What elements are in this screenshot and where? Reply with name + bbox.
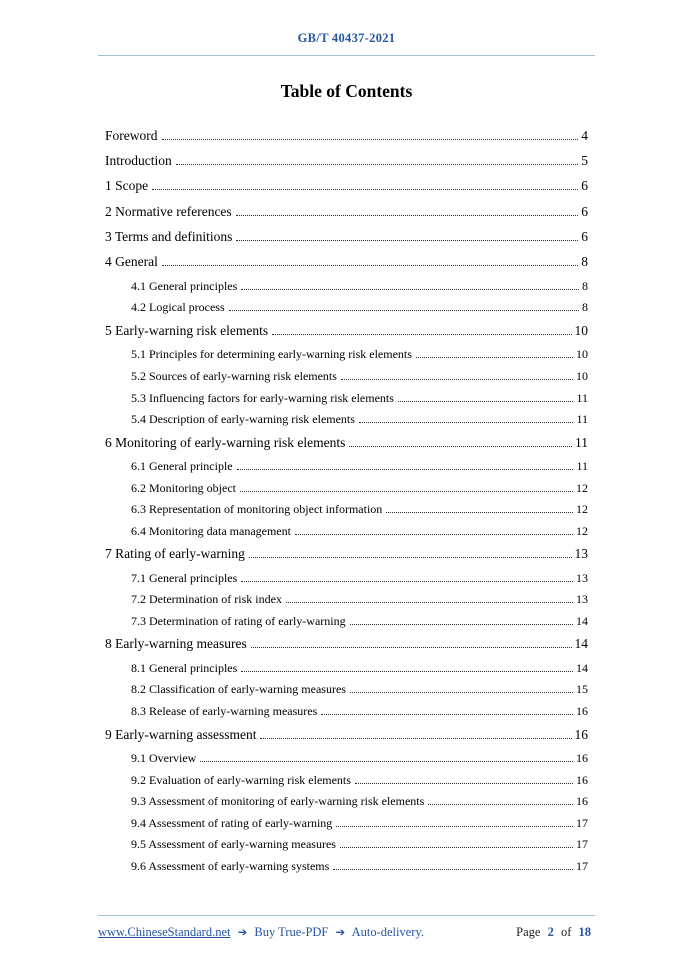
toc-dot-leader xyxy=(336,826,573,827)
toc-entry[interactable] xyxy=(131,499,588,521)
toc-dot-leader xyxy=(340,847,573,848)
toc-entry-page: 17 xyxy=(576,858,588,873)
toc-dot-leader xyxy=(162,139,579,140)
toc-list xyxy=(105,123,588,877)
toc-entry-page: 8 xyxy=(582,300,588,315)
toc-entry-label: 9 Early-warning assessment xyxy=(105,726,257,742)
toc-entry[interactable] xyxy=(131,275,588,297)
toc-entry-page: 12 xyxy=(576,480,588,495)
doc-number: GB/T 40437-2021 xyxy=(297,31,396,45)
toc-entry[interactable] xyxy=(131,477,588,499)
toc-entry[interactable] xyxy=(105,148,588,173)
toc-dot-leader xyxy=(321,714,573,715)
toc-dot-leader xyxy=(251,647,572,648)
toc-entry-page: 12 xyxy=(576,502,588,517)
toc-entry-label: 9.6 Assessment of early-warning systems xyxy=(131,858,330,873)
toc-dot-leader xyxy=(241,581,573,582)
toc-entry-page: 6 xyxy=(581,229,588,245)
toc-entry-page: 8 xyxy=(582,278,588,293)
toc-entry-label: 1 Scope xyxy=(105,178,149,194)
toc-entry-label: 4.1 General principles xyxy=(131,278,238,293)
toc-entry-label: 6.1 General principle xyxy=(131,459,233,474)
toc-entry-label: 6.2 Monitoring object xyxy=(131,480,236,495)
toc-entry[interactable] xyxy=(131,520,588,542)
page-footer xyxy=(98,915,595,940)
footer-of-label: of xyxy=(560,925,572,939)
toc-entry-page: 16 xyxy=(576,704,588,719)
toc-entry-label: 9.1 Overview xyxy=(131,750,197,765)
toc-entry[interactable] xyxy=(131,409,588,431)
toc-entry-label: 8.2 Classification of early-warning measures xyxy=(131,682,346,697)
toc-dot-leader xyxy=(176,164,579,165)
toc-entry[interactable] xyxy=(131,567,588,589)
toc-entry-label: 9.5 Assessment of early-warning measures xyxy=(131,837,336,852)
toc-entry[interactable] xyxy=(131,365,588,387)
toc-dot-leader xyxy=(416,357,573,358)
toc-dot-leader xyxy=(152,189,578,190)
page-header xyxy=(0,0,693,56)
toc-dot-leader xyxy=(260,738,571,739)
toc-entry-page: 10 xyxy=(576,368,588,383)
header-rule xyxy=(98,55,595,56)
arrow-right-icon: ➔ xyxy=(237,925,248,939)
toc-entry-label: 8.1 General principles xyxy=(131,660,238,675)
toc-entry-page: 15 xyxy=(576,682,588,697)
toc-entry-label: 4 General xyxy=(105,254,158,270)
toc-entry-page: 10 xyxy=(576,347,588,362)
footer-page-total: 18 xyxy=(578,925,591,939)
toc-entry-label: 6 Monitoring of early-warning risk elements xyxy=(105,434,346,450)
toc-entry[interactable] xyxy=(131,791,588,813)
footer-page-indicator xyxy=(516,925,595,940)
toc-entry-label: 2 Normative references xyxy=(105,203,232,219)
toc-entry-page: 16 xyxy=(574,726,588,742)
toc-entry[interactable] xyxy=(131,387,588,409)
toc-dot-leader xyxy=(349,446,572,447)
toc-entry-page: 13 xyxy=(576,570,588,585)
toc-entry-page: 4 xyxy=(581,127,588,143)
toc-entry[interactable] xyxy=(105,250,588,275)
toc-entry-label: 8.3 Release of early-warning measures xyxy=(131,704,318,719)
toc-dot-leader xyxy=(355,783,573,784)
toc-entry-page: 11 xyxy=(576,459,588,474)
toc-entry-page: 16 xyxy=(576,750,588,765)
toc-entry[interactable] xyxy=(105,123,588,148)
footer-page-label: Page xyxy=(516,925,541,939)
toc-entry-label: 6.3 Representation of monitoring object information xyxy=(131,502,383,517)
toc-dot-leader xyxy=(240,491,573,492)
toc-dot-leader xyxy=(236,240,578,241)
toc-entry-label: 5.3 Influencing factors for early-warning risk elements xyxy=(131,390,394,405)
toc-entry[interactable] xyxy=(105,174,588,199)
toc-entry[interactable] xyxy=(131,344,588,366)
footer-buy-text: Buy True-PDF xyxy=(254,925,329,939)
toc-dot-leader xyxy=(398,401,574,402)
toc-entry-page: 13 xyxy=(574,546,588,562)
toc-entry-label: 6.4 Monitoring data management xyxy=(131,523,291,538)
toc-dot-leader xyxy=(333,869,573,870)
toc-entry-label: 5.1 Principles for determining early-warning risk elements xyxy=(131,347,412,362)
toc-entry[interactable] xyxy=(131,679,588,701)
toc-entry[interactable] xyxy=(131,747,588,769)
toc-entry-page: 6 xyxy=(581,178,588,194)
toc-dot-leader xyxy=(229,310,579,311)
toc-entry[interactable] xyxy=(131,812,588,834)
toc-dot-leader xyxy=(162,265,578,266)
toc-dot-leader xyxy=(249,557,572,558)
toc-dot-leader xyxy=(237,469,574,470)
toc-dot-leader xyxy=(359,422,574,423)
toc-dot-leader xyxy=(272,334,571,335)
toc-entry-label: Introduction xyxy=(105,152,172,168)
arrow-right-icon: ➔ xyxy=(335,925,346,939)
toc-entry-label: 9.4 Assessment of rating of early-warning xyxy=(131,815,333,830)
toc-entry[interactable] xyxy=(105,199,588,224)
toc-entry-page: 12 xyxy=(576,523,588,538)
toc-entry-page: 14 xyxy=(574,636,588,652)
footer-rule xyxy=(98,915,595,916)
footer-page-current: 2 xyxy=(547,925,554,939)
toc-entry-label: 7.1 General principles xyxy=(131,570,238,585)
toc-entry-page: 5 xyxy=(581,152,588,168)
toc-entry[interactable] xyxy=(131,589,588,611)
toc-entry-page: 17 xyxy=(576,837,588,852)
toc-dot-leader xyxy=(295,534,573,535)
toc-entry[interactable] xyxy=(131,455,588,477)
toc-entry-page: 11 xyxy=(576,412,588,427)
toc-dot-leader xyxy=(386,512,573,513)
toc-entry-page: 16 xyxy=(576,772,588,787)
page-title: Table of Contents xyxy=(280,81,413,101)
toc-entry-page: 8 xyxy=(581,254,588,270)
toc-entry-label: 8 Early-warning measures xyxy=(105,636,247,652)
toc-entry[interactable] xyxy=(105,318,588,343)
toc-entry-page: 11 xyxy=(575,434,588,450)
toc-dot-leader xyxy=(350,692,573,693)
toc-entry-label: Foreword xyxy=(105,127,158,143)
footer-website-link[interactable]: www.ChineseStandard.net xyxy=(98,925,231,939)
toc-entry-label: 4.2 Logical process xyxy=(131,300,225,315)
toc-dot-leader xyxy=(428,804,573,805)
toc-entry[interactable] xyxy=(131,855,588,877)
toc-entry[interactable] xyxy=(105,225,588,250)
toc-entry-label: 9.2 Evaluation of early-warning risk elements xyxy=(131,772,351,787)
toc-entry[interactable] xyxy=(131,834,588,856)
toc-entry[interactable] xyxy=(105,430,588,455)
toc-entry-page: 6 xyxy=(581,203,588,219)
toc-entry[interactable] xyxy=(131,297,588,319)
toc-entry-label: 7 Rating of early-warning xyxy=(105,546,245,562)
toc-dot-leader xyxy=(241,289,579,290)
toc-entry-label: 7.3 Determination of rating of early-warning xyxy=(131,613,346,628)
toc-entry[interactable] xyxy=(105,722,588,747)
toc-entry-label: 7.2 Determination of risk index xyxy=(131,592,282,607)
footer-delivery-text: Auto-delivery. xyxy=(351,925,425,939)
toc-entry-label: 5.2 Sources of early-warning risk elements xyxy=(131,368,337,383)
toc-entry-page: 10 xyxy=(574,323,588,338)
toc-entry[interactable] xyxy=(131,610,588,632)
toc-entry-page: 14 xyxy=(576,613,588,628)
toc-entry[interactable] xyxy=(131,657,588,679)
toc-entry-page: 11 xyxy=(576,390,588,405)
toc-entry[interactable] xyxy=(105,542,588,567)
toc-entry[interactable] xyxy=(131,769,588,791)
toc-entry-label: 9.3 Assessment of monitoring of early-warning risk elements xyxy=(131,794,425,809)
toc-dot-leader xyxy=(241,671,573,672)
toc-dot-leader xyxy=(286,602,573,603)
footer-left xyxy=(98,925,428,940)
toc-entry[interactable] xyxy=(131,700,588,722)
toc-dot-leader xyxy=(350,624,573,625)
toc-dot-leader xyxy=(200,761,573,762)
toc-entry[interactable] xyxy=(105,632,588,657)
toc-entry-page: 16 xyxy=(576,794,588,809)
toc-entry-page: 17 xyxy=(576,815,588,830)
toc-dot-leader xyxy=(341,379,573,380)
toc-entry-page: 14 xyxy=(576,660,588,675)
toc-entry-label: 5.4 Description of early-warning risk elements xyxy=(131,412,355,427)
toc-entry-label: 5 Early-warning risk elements xyxy=(105,323,269,338)
toc-entry-label: 3 Terms and definitions xyxy=(105,229,233,245)
toc-entry-page: 13 xyxy=(576,592,588,607)
toc-dot-leader xyxy=(236,215,579,216)
